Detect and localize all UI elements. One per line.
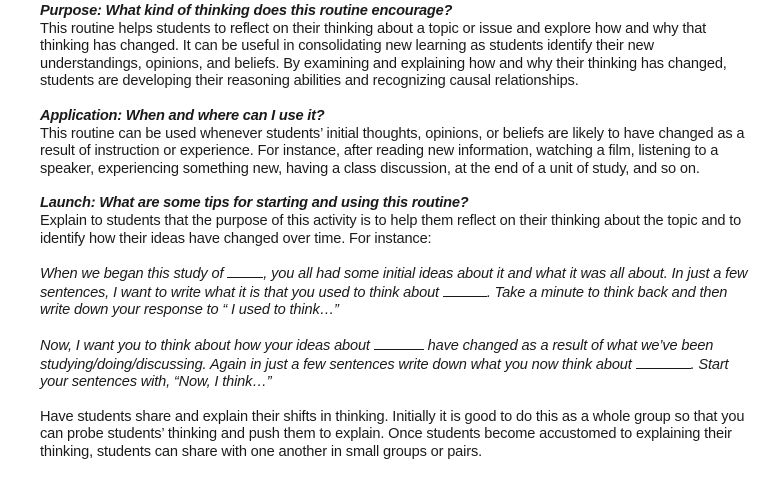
example-prompt-used-to-think	[40, 265, 752, 320]
fill-in-blank	[374, 337, 424, 350]
application-section	[40, 108, 752, 178]
example2-text-1: Now, I want you to think about how your ideas about	[40, 337, 374, 354]
section-spacer	[40, 91, 752, 108]
launch-heading: Launch: What are some tips for starting and using this routine?	[40, 195, 469, 212]
example1-text-3: . Take a minute to think back and then write down your response to “ I used to think…”	[40, 284, 728, 319]
launch-section	[40, 195, 752, 248]
purpose-section	[40, 3, 752, 91]
section-spacer	[40, 392, 752, 409]
section-spacer	[40, 178, 752, 195]
fill-in-blank	[636, 356, 691, 369]
closing-body: Have students share and explain their shifts in thinking. Initially it is good to do this as a whole group so that you can probe students’ thinking and push them to explain. Once students become accustomed to explaining their thinking, students can share with one another in small groups or pairs.	[40, 408, 745, 460]
launch-body: Explain to students that the purpose of this activity is to help them reflect on their thinking about the topic and to identify how their ideas have changed over time. For instance:	[40, 212, 742, 247]
example1-text-1: When we began this study of	[40, 266, 228, 283]
document-page	[40, 3, 752, 461]
section-spacer	[40, 248, 752, 265]
fill-in-blank	[443, 284, 487, 297]
application-body: This routine can be used whenever students’ initial thoughts, opinions, or beliefs are likely to have changed as a result of instruction or experience. For instance, after reading new information, watching a film, listening to a speaker, experiencing something new, having a class discussion, at the end of a unit of study, and so on.	[40, 125, 745, 177]
example2-text-3: . Start your sentences with, “Now, I think…”	[40, 356, 729, 391]
section-spacer	[40, 320, 752, 337]
fill-in-blank	[227, 265, 263, 278]
example2-text-2: have changed as a result of what we’ve been studying/doing/discussing. Again in just a few sentences write down what you now think about	[40, 337, 714, 373]
example1-text-2: , you all had some initial ideas about it and what it was all about. In just a few sentences, I want to write what it is that you used to think about	[40, 266, 748, 301]
application-heading: Application: When and where can I use it?	[40, 107, 325, 124]
purpose-heading: Purpose: What kind of thinking does this routine encourage?	[40, 3, 453, 19]
purpose-body: This routine helps students to reflect on their thinking about a topic or issue and explore how and why that thinking has changed. It can be useful in consolidating new learning as students identify their new understandings, opinions, and beliefs. By examining and explaining how and why their thinking has changed, students are developing their reasoning abilities and recognizing causal relationships.	[40, 20, 727, 90]
example-prompt-now-i-think	[40, 337, 752, 392]
